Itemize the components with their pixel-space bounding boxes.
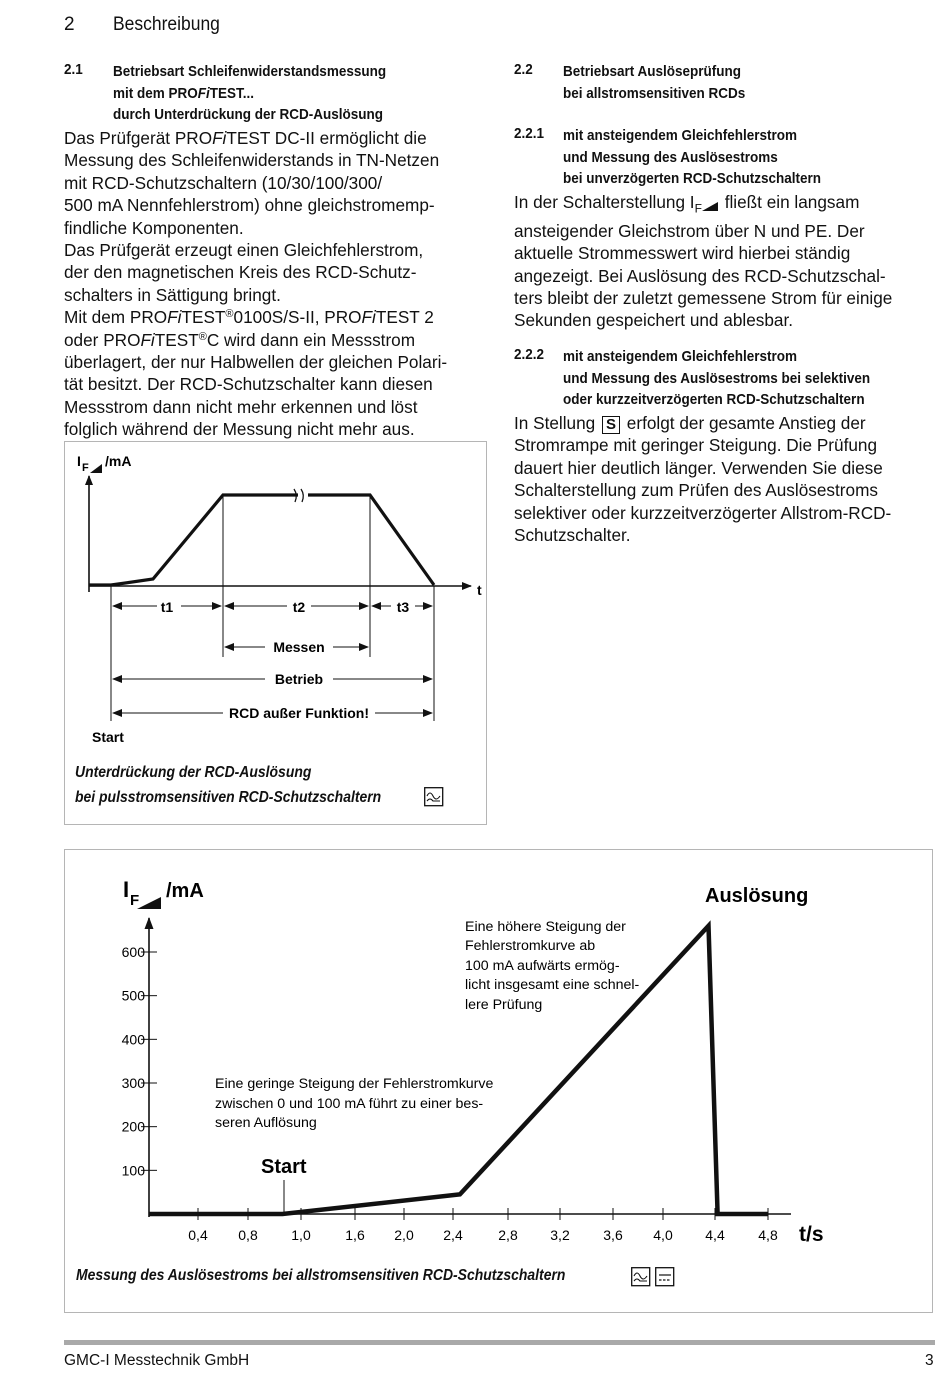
s21-title: Betriebsart Schleifenwiderstandsmessung mit dem PROFiTEST... durch Unterdrückung der RCD-Auslösung bbox=[113, 63, 387, 123]
fig2-y-label-main: I bbox=[123, 877, 130, 902]
fig2-x-tick-label: 4,4 bbox=[705, 1227, 725, 1243]
fig2-start-label: Start bbox=[261, 1156, 307, 1178]
s21-body: Das Prüfgerät PROFiTEST DC-II ermöglicht die Messung des Schleifenwiderstands in TN-Netzen mit RCD-Schutzschaltern (10/30/100/300/ 500 mA Nennfehlerstrom) ohne gleichstromemp- findliche Komponenten. Das Prüfgerät erzeugt einen Gleichfehlerstrom, der den magnetischen Kreis des RCD-Schutz- schalters in Sättigung bringt. Mit dem PROFiTEST®0100S/S-II, PROFiTEST 2 oder PROFiTEST®C wird dann ein Messstrom überlagert, der nur Halbwellen der gleichen Polari- tät besitzt. Der RCD-Schutzschalter kann diesen Messstrom dann nicht mehr erkennen und löst folglich während der Messung nicht mehr aus. bbox=[64, 128, 448, 440]
trip-current-chart bbox=[65, 850, 932, 1312]
fig2-trip-label: Auslösung bbox=[705, 885, 809, 907]
fig2-x-tick-label: 0,4 bbox=[188, 1227, 208, 1243]
fig2-caption: Messung des Auslösestroms bei allstromsensitiven RCD-Schutzschaltern bbox=[76, 1267, 566, 1284]
fig1-rcd-label: RCD außer Funktion! bbox=[229, 705, 369, 721]
footer-company: GMC-I Messtechnik GmbH bbox=[64, 1352, 250, 1369]
fig1-ramp-icon bbox=[90, 464, 102, 473]
fig2-y-label-sub: F bbox=[130, 892, 140, 909]
fig2-x-tick-label: 2,0 bbox=[394, 1227, 414, 1243]
fig2-y-tick-label: 400 bbox=[121, 1031, 145, 1048]
fig2-y-tick-label: 200 bbox=[121, 1118, 145, 1135]
fig2-x-tick-label: 0,8 bbox=[238, 1227, 258, 1243]
section-title: Beschreibung bbox=[113, 14, 220, 35]
s21-number: 2.1 bbox=[64, 61, 83, 78]
fig1-y-label-unit: /mA bbox=[105, 453, 132, 469]
fig2-x-tick-label: 2,4 bbox=[443, 1227, 463, 1243]
figure-trip-current bbox=[64, 849, 933, 1313]
fig2-y-tick-label: 300 bbox=[121, 1075, 145, 1091]
fig1-t3-label: t3 bbox=[396, 599, 410, 615]
fig1-messen-label: Messen bbox=[273, 639, 325, 655]
fig1-t2-label: t2 bbox=[292, 599, 306, 615]
dc-current-icon bbox=[656, 1268, 674, 1286]
footer-rule bbox=[64, 1340, 935, 1345]
fig2-current-curve bbox=[149, 926, 768, 1214]
fig1-signal-curve-a bbox=[89, 495, 298, 585]
fig1-t-label: t bbox=[477, 582, 482, 598]
s221-number: 2.2.1 bbox=[514, 125, 545, 142]
s22-number: 2.2 bbox=[514, 61, 533, 78]
s22-title: Betriebsart Auslöseprüfung bei allstromsensitiven RCDs bbox=[563, 63, 746, 102]
s222-title: mit ansteigendem Gleichfehlerstrom und Messung des Auslösestroms bei selektiven oder kurzzeitverzögerten RCD-Schutzschaltern bbox=[563, 348, 871, 408]
s222-body: In Stellung S erfolgt der gesamte Anstieg der Stromrampe mit geringer Steigung. Die Prüfung dauert hier deutlich länger. Verwenden Sie diese Schalterstellung zum Prüfen des Auslösestroms selektiver oder kurzzeitverzögerter Allstrom-RCD- Schutzschalter. bbox=[514, 413, 892, 546]
fig1-betrieb-label: Betrieb bbox=[274, 671, 324, 687]
fig2-x-tick-label: 1,6 bbox=[345, 1227, 365, 1243]
fig1-start-label: Start bbox=[92, 729, 124, 745]
s221-body: In der Schalterstellung $I_F$ fließt ein langsam ansteigender Gleichstrom über N und PE. Der aktuelle Strommesswert wird hierbei ständig angezeigt. Bei Auslösung des RCD-Schutzschal- ters bleibt der zuletzt gemessene Strom für einige Sekunden gespeichert und ablesbar. bbox=[514, 192, 893, 331]
fig2-ramp-icon bbox=[137, 897, 161, 909]
fig2-y-label-unit: /mA bbox=[166, 880, 204, 902]
figure-rcd-suppression bbox=[64, 441, 487, 825]
fig2-x-tick-label: 3,6 bbox=[603, 1227, 623, 1243]
section-number: 2 bbox=[64, 14, 75, 35]
fig1-signal-curve-b bbox=[308, 495, 434, 585]
fig2-y-tick-label: 100 bbox=[121, 1162, 145, 1179]
pulse-current-icon bbox=[424, 787, 444, 807]
fig2-note-low bbox=[215, 1076, 493, 1131]
s222-number: 2.2.2 bbox=[514, 346, 545, 363]
fig2-note-high-line: 100 mA aufwärts ermög- bbox=[465, 958, 620, 974]
fig1-caption: Unterdrückung der RCD-Auslösung bei pulsstromsensitiven RCD-Schutzschaltern bbox=[75, 764, 382, 806]
fig2-x-tick-label: 4,0 bbox=[653, 1227, 673, 1243]
fig2-note-high-line: Eine höhere Steigung der bbox=[465, 919, 626, 935]
fig2-note-low-line: zwischen 0 und 100 mA führt zu einer bes- bbox=[215, 1096, 484, 1112]
fig2-x-tick-label: 4,8 bbox=[758, 1227, 778, 1243]
fig1-y-label-main: I bbox=[77, 453, 81, 469]
fig2-note-high-line: lere Prüfung bbox=[465, 997, 543, 1013]
fig2-note-high-line: licht insgesamt eine schnel- bbox=[465, 977, 640, 993]
fig2-y-tick-label: 500 bbox=[121, 987, 145, 1004]
fig1-y-label-sub: F bbox=[82, 462, 89, 474]
fig2-rcd-type-icons bbox=[631, 1267, 677, 1287]
pulse-current-icon bbox=[632, 1268, 650, 1286]
fig2-x-label: t/s bbox=[799, 1223, 824, 1246]
fig2-x-tick-label: 3,2 bbox=[550, 1227, 570, 1243]
s221-title: mit ansteigendem Gleichfehlerstrom und Messung des Auslösestroms bei unverzögerten RCD-Schutzschaltern bbox=[563, 127, 822, 187]
fig2-note-high bbox=[465, 919, 640, 1013]
fig2-x-tick-label: 1,0 bbox=[291, 1227, 311, 1243]
footer-page-number: 3 bbox=[925, 1352, 934, 1369]
fig1-t1-label: t1 bbox=[160, 599, 174, 615]
fig2-note-low-line: seren Auflösung bbox=[215, 1115, 317, 1131]
fig2-y-tick-label: 600 bbox=[121, 944, 145, 960]
fig2-note-high-line: Fehlerstromkurve ab bbox=[465, 938, 596, 954]
fig2-x-tick-label: 2,8 bbox=[498, 1227, 518, 1243]
fig2-note-low-line: Eine geringe Steigung der Fehlerstromkurve bbox=[215, 1076, 494, 1092]
